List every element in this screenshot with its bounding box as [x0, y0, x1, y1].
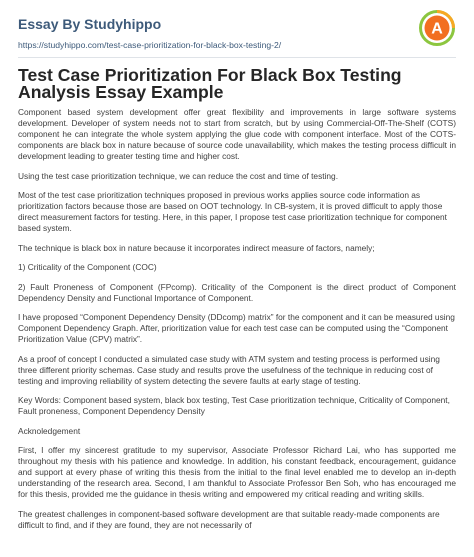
logo-letter: A [431, 20, 443, 38]
paragraph-challenges: The greatest challenges in component-based software development are that suitable ready-made components are difficult to find, and if they are found, they are not necessarily of [18, 508, 440, 530]
paragraph-previous-works: Most of the test case prioritization techniques proposed in previous works applies source code information as prioritization factors because those are based on OOT technology. In CB-system, it is proved difficult to apply those direct measurement factors for testing. Here, in this paper, I propose test case prioritization technique for component based system. [18, 190, 447, 233]
paragraph-acknowledgement-heading: Acknoledgement [18, 425, 81, 436]
header-divider [18, 57, 456, 58]
article-title: Test Case Prioritization For Black Box Testing Analysis Essay Example [18, 65, 402, 102]
paragraph-technique: The technique is black box in nature because it incorporates indirect measure of factors, namely; [18, 242, 375, 253]
paragraph-factor-2: 2) Fault Proneness of Component (FPcomp). Criticality of the Component is the direct product of Component Dependency Density and Functional Importance of Component. [18, 281, 456, 303]
site-brand[interactable]: Essay By Studyhippo [18, 16, 162, 32]
paragraph-case-study: As a proof of concept I conducted a simulated case study with ATM system and testing process is performed using three different priority schemas. Case study and results prove the usefulness of the technique in reducing cost of testing and improving reliability of system detecting the severe faults at early stage of testing. [18, 353, 440, 386]
paragraph-factor-1: 1) Criticality of the Component (COC) [18, 262, 157, 272]
paragraph-acknowledgement: First, I offer my sincerest gratitude to my supervisor, Associate Professor Richard Lai, who has supported me throughout my thesis with his patience and knowledge. In addition, his constant feedback, encouragement, guidance and support at every phase of writing this thesis from the initial to the final level enabled me to develop an in-depth understanding of the research area. Second, I am thankful to Associate Professor Ben Soh, who has encouraged me for this thesis, provided me the guidance in thesis writing and empowered my critical reading and writing skills. [18, 445, 456, 499]
page-url-link[interactable]: https://studyhippo.com/test-case-prioritization-for-black-box-testing-2/ [18, 40, 282, 50]
paragraph-keywords: Key Words: Component based system, black box testing, Test Case prioritization technique, Criticality of Component, Fault proneness, Component Dependency Density [18, 395, 450, 416]
paragraph-intro: Component based system development offer great flexibility and improvements in large software systems development. Developer of system needs not to start from scratch, but by using Commercial-Off-The-Shelf (COTS) component he can integrate the whole system applying the glue code with component interface. Most of the COTS-components are black box in nature because of source code unavailability, which makes the testing process difficult in development leading to greater testing time and higher cost. [18, 107, 456, 161]
site-header [0, 0, 474, 57]
article-body [18, 67, 456, 539]
paragraph-matrix: I have proposed “Component Dependency Density (DDcomp) matrix” for the component and it can be measured using Component Dependency Graph. After, prioritization value for each test case can be computed using the “Component Prioritization Value (CPV) matrix”. [18, 312, 455, 344]
paragraph-cost: Using the test case prioritization technique, we can reduce the cost and time of testing. [18, 170, 339, 181]
studyhippo-a-logo-icon[interactable] [419, 10, 455, 46]
